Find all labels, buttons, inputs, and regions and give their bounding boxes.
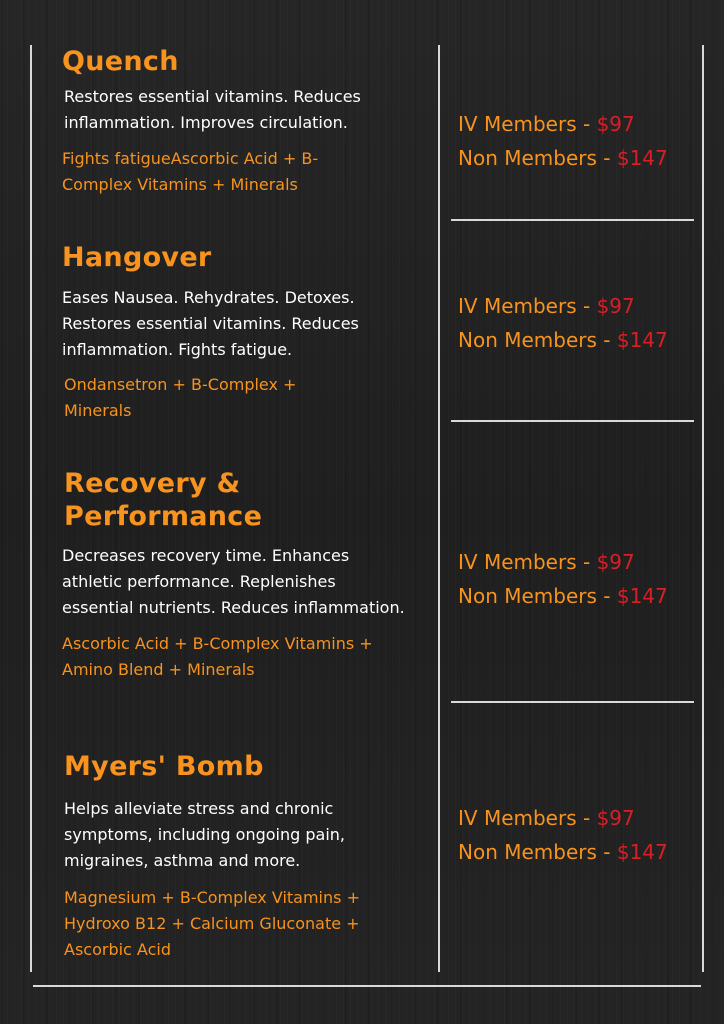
price-block [458,289,708,357]
member-price-value: $97 [596,112,635,136]
member-price-value: $97 [596,806,635,830]
item-description: Decreases recovery time. Enhances athletic performance. Replenishes essential nutrients. Reduces inflammation. [62,546,405,617]
item-ingredients: Magnesium + B-Complex Vitamins + Hydroxo B12 + Calcium Gluconate + Ascorbic Acid [64,888,360,959]
nonmember-price-value: $147 [616,328,668,352]
price-block [458,545,708,613]
nonmember-price-value: $147 [616,584,668,608]
member-price-label: IV Members - [458,294,597,318]
item-title: Hangover [62,242,212,273]
item-title: Quench [62,46,179,77]
nonmember-price-line [458,141,708,175]
nonmember-price-value: $147 [616,146,668,170]
nonmember-price-label: Non Members - [458,146,617,170]
member-price-value: $97 [596,550,635,574]
nonmember-price-value: $147 [616,840,668,864]
price-divider-1 [451,219,694,221]
price-block [458,801,708,869]
nonmember-price-label: Non Members - [458,328,617,352]
member-price-line [458,289,708,323]
item-description: Restores essential vitamins. Reduces inflammation. Improves circulation. [64,87,361,132]
member-price-label: IV Members - [458,806,597,830]
member-price-line [458,107,708,141]
bottom-border-line [33,985,701,987]
member-price-value: $97 [596,294,635,318]
price-divider-3 [451,701,694,703]
member-price-line [458,545,708,579]
column-divider-line [438,45,440,972]
nonmember-price-label: Non Members - [458,584,617,608]
item-ingredients: Ondansetron + B-Complex + Minerals [64,375,297,420]
price-block [458,107,708,175]
nonmember-price-line [458,579,708,613]
item-title: Recovery & Performance [64,468,263,532]
item-description: Helps alleviate stress and chronic symptoms, including ongoing pain, migraines, asthma and more. [64,799,345,870]
member-price-label: IV Members - [458,112,597,136]
nonmember-price-line [458,835,708,869]
nonmember-price-label: Non Members - [458,840,617,864]
item-ingredients: Ascorbic Acid + B-Complex Vitamins + Amino Blend + Minerals [62,634,373,679]
item-description: Eases Nausea. Rehydrates. Detoxes. Restores essential vitamins. Reduces inflammation. Fights fatigue. [62,288,359,359]
member-price-line [458,801,708,835]
left-border-line [30,45,32,972]
nonmember-price-line [458,323,708,357]
price-divider-2 [451,420,694,422]
item-ingredients: Fights fatigueAscorbic Acid + B-Complex Vitamins + Minerals [62,149,319,194]
item-title: Myers' Bomb [64,751,264,782]
member-price-label: IV Members - [458,550,597,574]
